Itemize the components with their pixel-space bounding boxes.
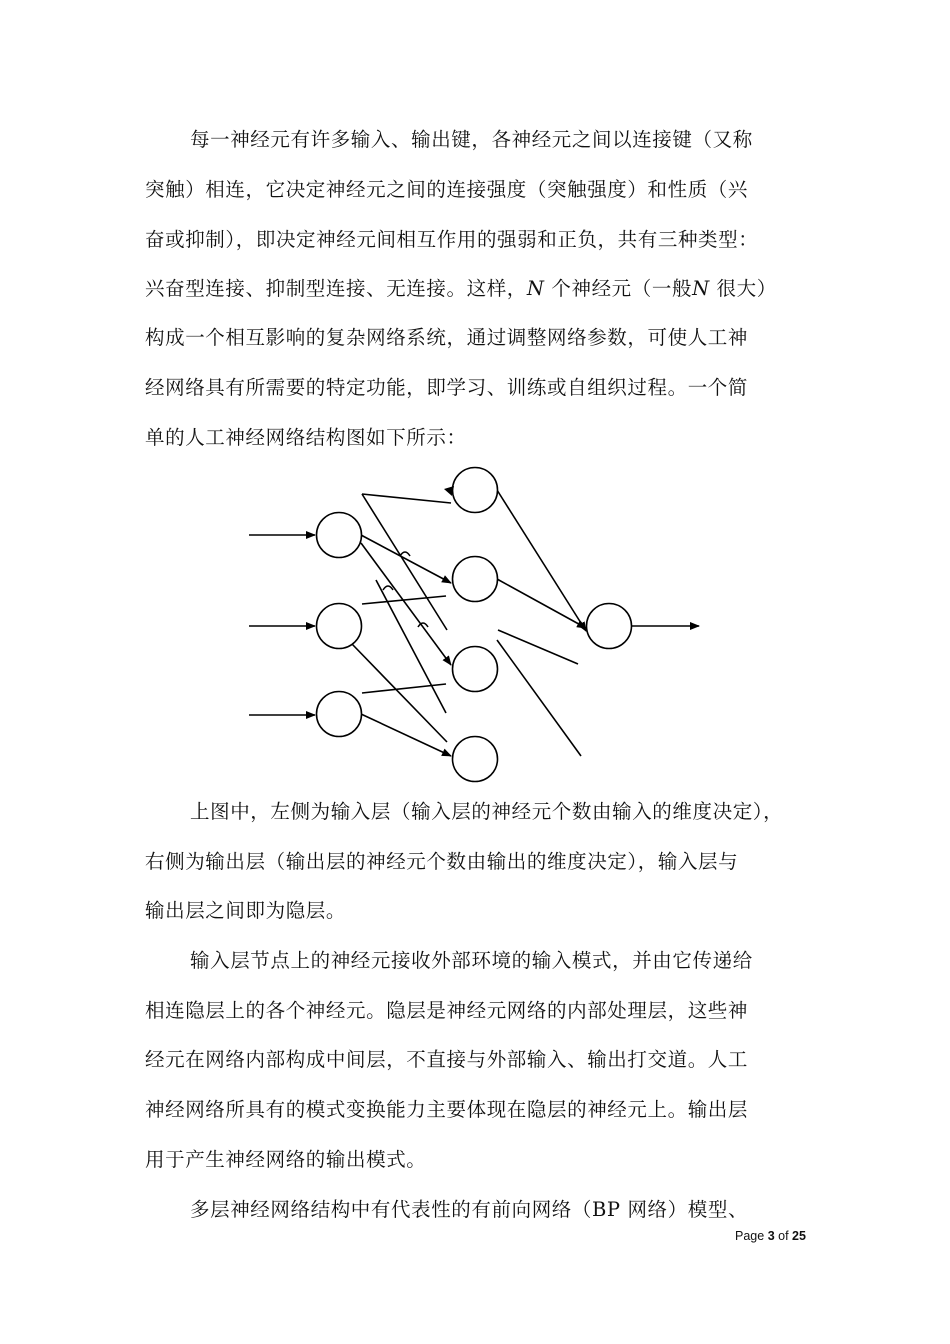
connection-line [361, 535, 451, 583]
input-neuron [317, 692, 362, 737]
hidden-neuron [453, 647, 498, 692]
page-current: 3 [767, 1229, 775, 1243]
connection-line [362, 596, 446, 604]
paragraph-1-line-2: 突触）相连，它决定神经元之间的连接强度（突触强度）和性质（兴 [145, 178, 749, 201]
output-neuron [587, 604, 632, 649]
crossover-hop [383, 586, 393, 590]
connection-line [497, 640, 581, 756]
input-neuron [317, 513, 362, 558]
hidden-neuron [453, 737, 498, 782]
paragraph-1-line-4 [145, 277, 777, 301]
paragraph-3-line-4: 神经网络所具有的模式变换能力主要体现在隐层的神经元上。输出层 [145, 1098, 749, 1121]
paragraph-2-line-3: 输出层之间即为隐层。 [145, 899, 347, 922]
paragraph-3-line-2: 相连隐层上的各个神经元。隐层是神经元网络的内部处理层，这些神 [145, 999, 749, 1022]
neural-network-diagram [240, 460, 710, 790]
paragraph-1-line-6: 经网络具有所需要的特定功能，即学习、训练或自组织过程。一个简 [145, 376, 749, 399]
page-number-footer [735, 1229, 806, 1243]
paragraph-1-line-5: 构成一个相互影响的复杂网络系统，通过调整网络参数，可使人工神 [145, 326, 749, 349]
connection-line [362, 494, 451, 503]
connection-line [361, 714, 451, 756]
paragraph-3-line-1: 输入层节点上的神经元接收外部环境的输入模式，并由它传递给 [190, 949, 753, 972]
text-segment: 个神经元（一般 [544, 277, 693, 300]
paragraph-3-line-5: 用于产生神经网络的输出模式。 [145, 1148, 427, 1171]
text-segment: 兴奋型连接、抑制型连接、无连接。这样， [145, 277, 527, 300]
paragraph-1-line-1: 每一神经元有许多输入、输出键，各神经元之间以连接键（又称 [190, 128, 753, 151]
hidden-neuron [453, 468, 498, 513]
connection-line [361, 543, 451, 665]
input-neuron [317, 604, 362, 649]
page-word: Page [735, 1229, 765, 1243]
paragraph-1-line-3: 奋或抑制），即决定神经元间相互作用的强弱和正负，共有三种类型： [145, 228, 759, 251]
crossover-hop [400, 552, 410, 556]
paragraph-2-line-2: 右侧为输出层（输出层的神经元个数由输出的维度决定），输入层与 [145, 850, 739, 873]
paragraph-4-line-1: 多层神经网络结构中有代表性的有前向网络（BP 网络）模型、 [190, 1198, 749, 1221]
math-variable-n: N [692, 277, 710, 300]
page-total: 25 [792, 1229, 806, 1243]
connection-line [497, 490, 586, 631]
of-word: of [778, 1229, 789, 1243]
paragraph-2-line-1: 上图中，左侧为输入层（输入层的神经元个数由输入的维度决定）， [190, 800, 784, 823]
connection-line [497, 579, 586, 628]
paragraph-3-line-3: 经元在网络内部构成中间层，不直接与外部输入、输出打交道。人工 [145, 1048, 749, 1071]
paragraph-1-line-7: 单的人工神经网络结构图如下所示： [145, 426, 467, 449]
hidden-neuron [453, 557, 498, 602]
math-variable-n: N [526, 277, 545, 300]
text-segment: 很大） [709, 277, 777, 300]
